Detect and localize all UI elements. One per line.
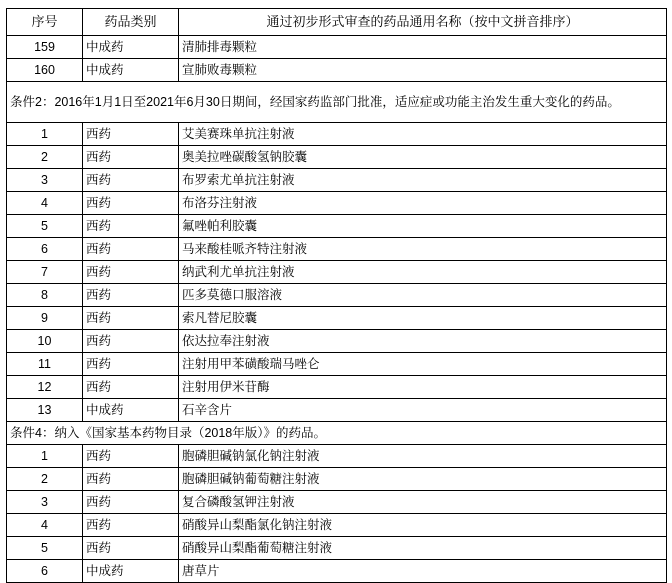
cell-drug-name: 匹多莫德口服溶液 <box>179 284 667 307</box>
cell-category: 中成药 <box>83 59 179 82</box>
column-header-seq: 序号 <box>7 9 83 36</box>
column-header-drug-name: 通过初步形式审查的药品通用名称（按中文拼音排序） <box>179 9 667 36</box>
table-row <box>7 514 667 537</box>
cell-category: 中成药 <box>83 36 179 59</box>
cell-seq: 4 <box>7 192 83 215</box>
cell-drug-name: 硝酸异山梨酯葡萄糖注射液 <box>179 537 667 560</box>
cell-seq: 5 <box>7 537 83 560</box>
cell-seq: 11 <box>7 353 83 376</box>
table-body <box>7 36 667 583</box>
table-row <box>7 284 667 307</box>
cell-drug-name: 注射用伊米苷酶 <box>179 376 667 399</box>
cell-drug-name: 宣肺败毒颗粒 <box>179 59 667 82</box>
table-row <box>7 560 667 583</box>
cell-seq: 1 <box>7 123 83 146</box>
cell-seq: 3 <box>7 491 83 514</box>
table-row <box>7 192 667 215</box>
cell-drug-name: 布洛芬注射液 <box>179 192 667 215</box>
cell-category: 西药 <box>83 445 179 468</box>
cell-seq: 160 <box>7 59 83 82</box>
cell-category: 中成药 <box>83 560 179 583</box>
condition-row <box>7 82 667 123</box>
cell-drug-name: 马来酸桂哌齐特注射液 <box>179 238 667 261</box>
cell-category: 西药 <box>83 284 179 307</box>
cell-seq: 3 <box>7 169 83 192</box>
cell-category: 西药 <box>83 537 179 560</box>
cell-drug-name: 胞磷胆碱钠葡萄糖注射液 <box>179 468 667 491</box>
table-row <box>7 491 667 514</box>
table-row <box>7 123 667 146</box>
cell-category: 西药 <box>83 215 179 238</box>
cell-seq: 6 <box>7 238 83 261</box>
cell-category: 西药 <box>83 169 179 192</box>
column-header-category: 药品类别 <box>83 9 179 36</box>
cell-category: 西药 <box>83 146 179 169</box>
table-row <box>7 445 667 468</box>
cell-drug-name: 索凡替尼胶囊 <box>179 307 667 330</box>
cell-drug-name: 奥美拉唑碳酸氢钠胶囊 <box>179 146 667 169</box>
cell-category: 西药 <box>83 238 179 261</box>
table-row <box>7 376 667 399</box>
cell-seq: 13 <box>7 399 83 422</box>
cell-seq: 7 <box>7 261 83 284</box>
cell-seq: 8 <box>7 284 83 307</box>
cell-drug-name: 依达拉奉注射液 <box>179 330 667 353</box>
condition-text: 条件4：纳入《国家基本药物目录（2018年版）》的药品。 <box>7 422 667 445</box>
cell-drug-name: 硝酸异山梨酯氯化钠注射液 <box>179 514 667 537</box>
cell-seq: 10 <box>7 330 83 353</box>
table-header <box>7 9 667 36</box>
table-row <box>7 59 667 82</box>
cell-category: 西药 <box>83 307 179 330</box>
cell-drug-name: 氟唑帕利胶囊 <box>179 215 667 238</box>
table-row <box>7 468 667 491</box>
table-row <box>7 215 667 238</box>
cell-seq: 12 <box>7 376 83 399</box>
condition-text: 条件2：2016年1月1日至2021年6月30日期间，经国家药监部门批准，适应症或功能主治发生重大变化的药品。 <box>7 82 667 123</box>
cell-category: 中成药 <box>83 399 179 422</box>
cell-drug-name: 复合磷酸氢钾注射液 <box>179 491 667 514</box>
cell-drug-name: 艾美赛珠单抗注射液 <box>179 123 667 146</box>
table-row <box>7 146 667 169</box>
cell-seq: 2 <box>7 146 83 169</box>
cell-seq: 6 <box>7 560 83 583</box>
table-row <box>7 399 667 422</box>
cell-seq: 4 <box>7 514 83 537</box>
cell-seq: 159 <box>7 36 83 59</box>
cell-drug-name: 唐草片 <box>179 560 667 583</box>
cell-category: 西药 <box>83 330 179 353</box>
cell-drug-name: 石辛含片 <box>179 399 667 422</box>
cell-seq: 1 <box>7 445 83 468</box>
table-row <box>7 537 667 560</box>
table-row <box>7 353 667 376</box>
cell-category: 西药 <box>83 123 179 146</box>
cell-drug-name: 纳武利尤单抗注射液 <box>179 261 667 284</box>
cell-drug-name: 清肺排毒颗粒 <box>179 36 667 59</box>
table-header-row <box>7 9 667 36</box>
cell-category: 西药 <box>83 514 179 537</box>
cell-category: 西药 <box>83 491 179 514</box>
cell-drug-name: 布罗索尤单抗注射液 <box>179 169 667 192</box>
cell-drug-name: 注射用甲苯磺酸瑞马唑仑 <box>179 353 667 376</box>
table-row <box>7 307 667 330</box>
table-row <box>7 261 667 284</box>
cell-category: 西药 <box>83 353 179 376</box>
cell-seq: 2 <box>7 468 83 491</box>
table-row <box>7 169 667 192</box>
drug-list-table <box>6 8 667 583</box>
cell-category: 西药 <box>83 468 179 491</box>
condition-row <box>7 422 667 445</box>
cell-category: 西药 <box>83 192 179 215</box>
cell-category: 西药 <box>83 261 179 284</box>
table-row <box>7 330 667 353</box>
table-row <box>7 238 667 261</box>
cell-seq: 5 <box>7 215 83 238</box>
cell-category: 西药 <box>83 376 179 399</box>
cell-seq: 9 <box>7 307 83 330</box>
table-row <box>7 36 667 59</box>
cell-drug-name: 胞磷胆碱钠氯化钠注射液 <box>179 445 667 468</box>
